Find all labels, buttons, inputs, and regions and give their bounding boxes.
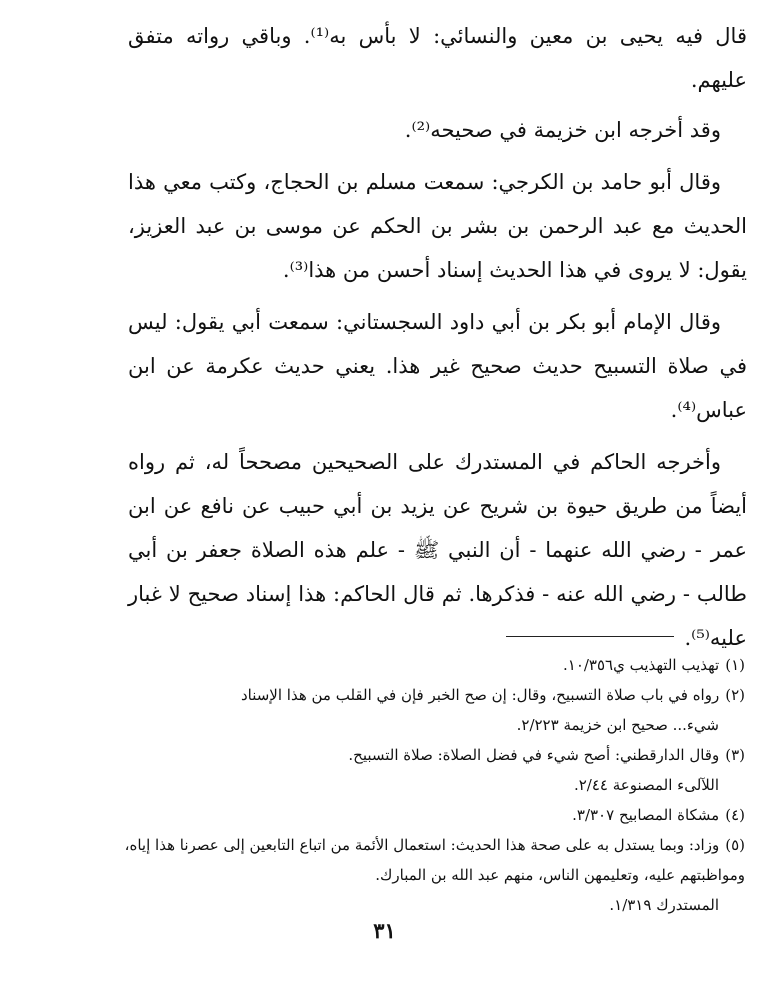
footnote-number: (٥) [725, 836, 745, 854]
paragraph-5: وأخرجه الحاكم في المستدرك على الصحيحين مصححاً له، ثم رواه أيضاً من طريق حيوة بن شريح عن يزيد بن أبي حبيب عن نافع عن ابن عمر - رضي الله عنهما - أن النبي ﷺ - علم هذه الصلاة جعفر بن أبي طالب - رضي الله عنه - فذكرها. ثم قال الحاكم: هذا إسناد صحيح لا غبار عليه⁽⁵⁾. [128, 450, 747, 650]
footnote-text: تهذيب التهذيب ي١٠/٣٥٦. [562, 656, 720, 674]
footnote-text: وقال الدارقطني: أصح شيء في فضل الصلاة: صلاة التسبيح. [348, 746, 720, 764]
footnote-5 [98, 830, 745, 920]
footnote-continuation: اللآلىء المصنوعة ٢/٤٤. [573, 776, 719, 794]
main-text [128, 14, 747, 666]
page-number: ٣١ [373, 918, 396, 943]
footnote-number: (٢) [725, 686, 745, 704]
footnote-number: (١) [725, 656, 745, 674]
paragraph-1: قال فيه يحيى بن معين والنسائي: لا بأس به⁽¹⁾. وباقي رواته متفق عليهم. [128, 24, 747, 92]
footnote-number: (٣) [725, 746, 745, 764]
footnotes [98, 650, 745, 920]
footnote-text: وزاد: وبما يستدل به على صحة هذا الحديث: استعمال الأئمة من اتباع التابعين إلى عصرنا هذا إياه، ومواظبتهم عليه، وتعليمهن الناس، منهم عبد الله بن المبارك. [124, 836, 745, 884]
footnote-number: (٤) [725, 806, 745, 824]
footnote-1 [98, 650, 745, 680]
footnote-4 [98, 800, 745, 830]
paragraph-2: وقد أخرجه ابن خزيمة في صحيحه⁽²⁾. [404, 118, 721, 142]
footnote-2 [98, 680, 745, 740]
paragraph-4: وقال الإمام أبو بكر بن أبي داود السجستاني: سمعت أبي يقول: ليس في صلاة التسبيح حديث صحيح غير هذا. يعني حديث عكرمة عن ابن عباس⁽⁴⁾. [128, 310, 747, 422]
paragraph-3: وقال أبو حامد بن الكرجي: سمعت مسلم بن الحجاج، وكتب معي هذا الحديث مع عبد الرحمن بن بشر بن الحكم عن موسى بن عبد العزيز، يقول: لا يروى في هذا الحديث إسناد أحسن من هذا⁽³⁾. [128, 170, 747, 282]
footnote-text: مشكاة المصابيح ٣/٣٠٧. [572, 806, 720, 824]
footnote-continuation: المستدرك ١/٣١٩. [609, 896, 719, 914]
footnote-divider [506, 636, 674, 637]
footnote-3 [98, 740, 745, 800]
footnote-continuation: شيء... صحيح ابن خزيمة ٢/٢٢٣. [516, 716, 719, 734]
footnote-text: رواه في باب صلاة التسبيح، وقال: إن صح الخبر فإن في القلب من هذا الإسناد [240, 686, 720, 704]
